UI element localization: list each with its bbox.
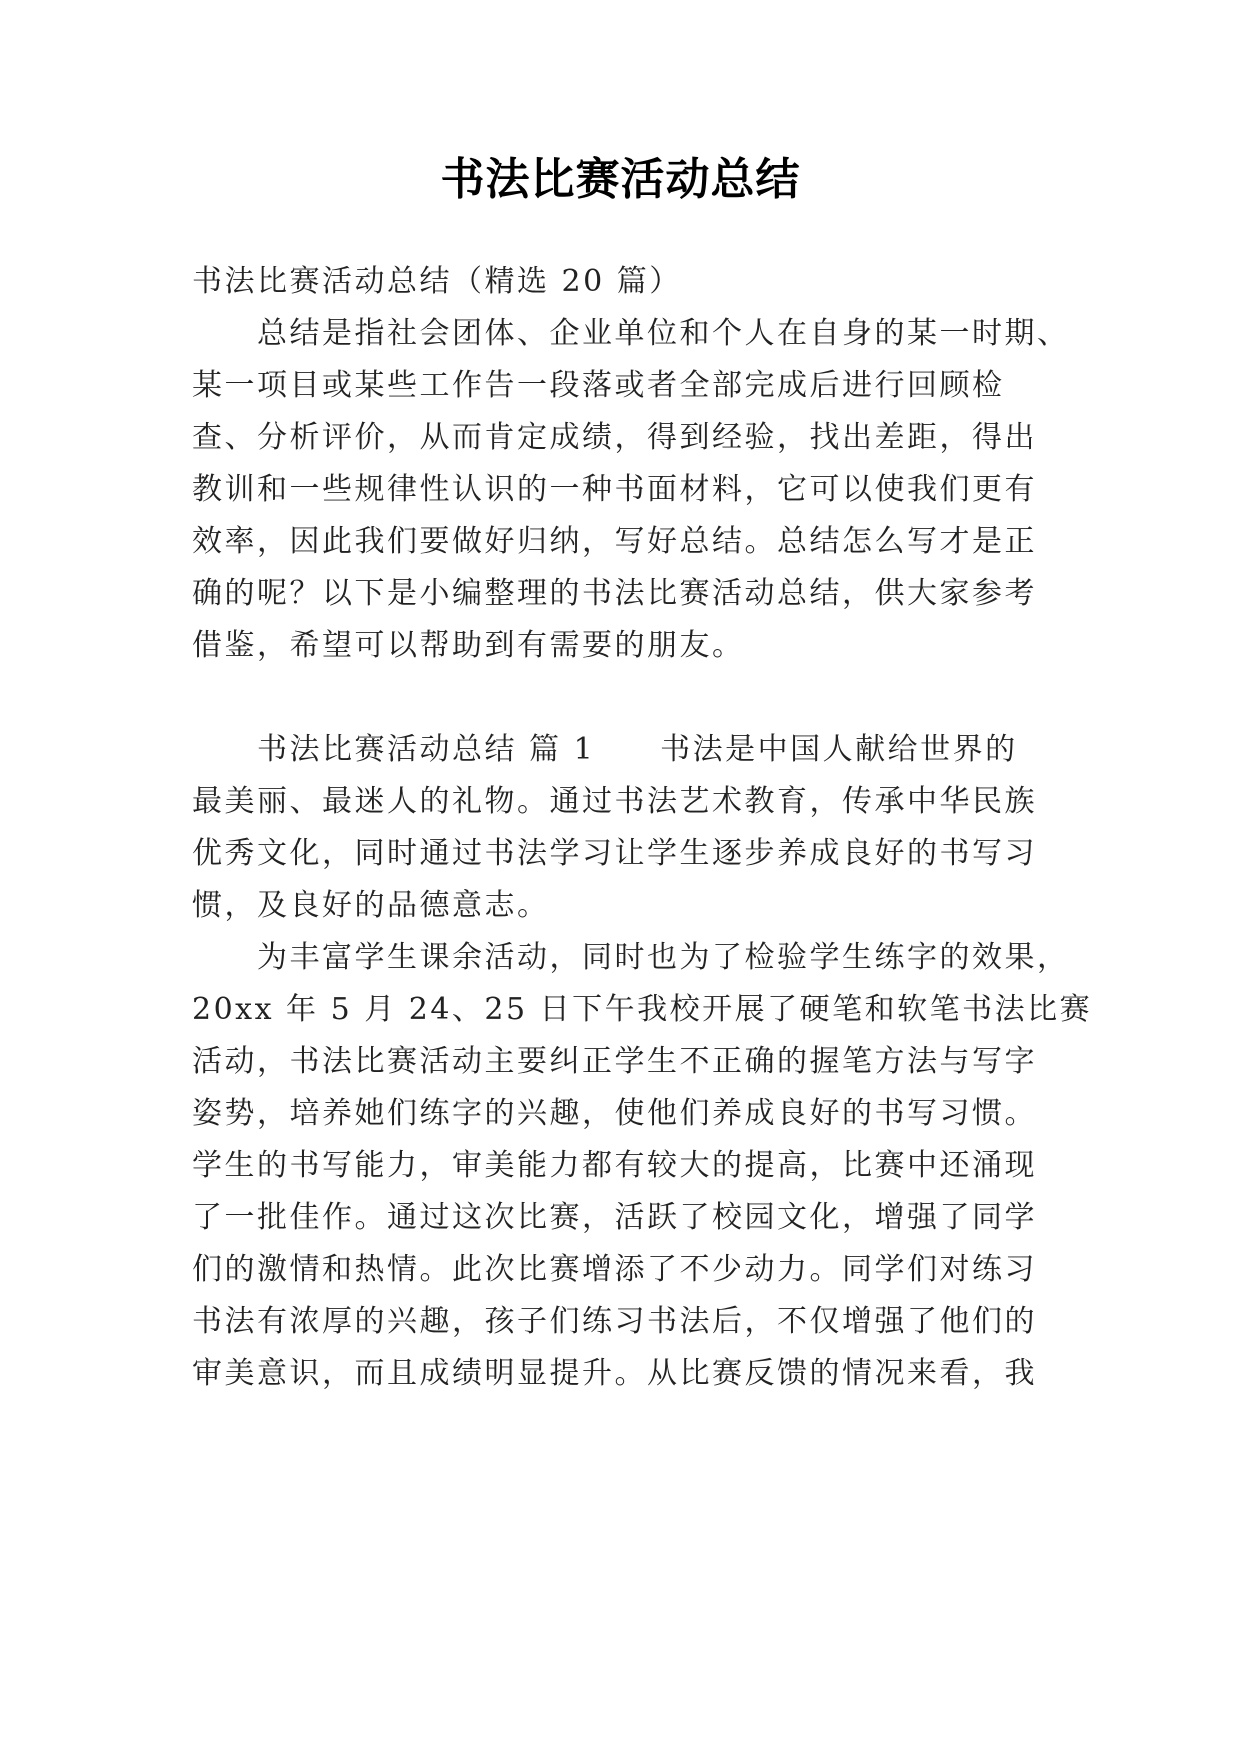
- paragraph-line: 书法有浓厚的兴趣，孩子们练习书法后，不仅增强了他们的: [192, 1304, 1037, 1339]
- paragraph-line: 确的呢？以下是小编整理的书法比赛活动总结，供大家参考: [192, 576, 1037, 611]
- paragraph-line: 20xx 年 5 月 24、25 日下午我校开展了硬笔和软笔书法比赛: [192, 992, 1093, 1027]
- paragraph-line: 为丰富学生课余活动，同时也为了检验学生练字的效果，: [192, 940, 1070, 975]
- paragraph-line: 们的激情和热情。此次比赛增添了不少动力。同学们对练习: [192, 1252, 1037, 1287]
- paragraph-line: 某一项目或某些工作告一段落或者全部完成后进行回顾检: [192, 368, 1005, 403]
- paragraph-line: 总结是指社会团体、企业单位和个人在自身的某一时期、: [192, 316, 1070, 351]
- section-heading-line: 书法比赛活动总结 篇 1 书法是中国人献给世界的: [192, 732, 1018, 767]
- document-title: 书法比赛活动总结: [440, 154, 801, 205]
- paragraph-line: 优秀文化，同时通过书法学习让学生逐步养成良好的书写习: [192, 836, 1037, 871]
- paragraph-line: 教训和一些规律性认识的一种书面材料，它可以使我们更有: [192, 472, 1037, 507]
- paragraph-line: 审美意识，而且成绩明显提升。从比赛反馈的情况来看，我: [192, 1356, 1037, 1391]
- paragraph-line: 学生的书写能力，审美能力都有较大的提高，比赛中还涌现: [192, 1148, 1037, 1183]
- paragraph-line: 效率，因此我们要做好归纳，写好总结。总结怎么写才是正: [192, 524, 1037, 559]
- paragraph-line: 最美丽、最迷人的礼物。通过书法艺术教育，传承中华民族: [192, 784, 1037, 819]
- subtitle-line: 书法比赛活动总结（精选 20 篇）: [192, 264, 682, 299]
- paragraph-line: 借鉴，希望可以帮助到有需要的朋友。: [192, 628, 745, 663]
- paragraph-line: 查、分析评价，从而肯定成绩，得到经验，找出差距，得出: [192, 420, 1037, 455]
- paragraph-line: 了一批佳作。通过这次比赛，活跃了校园文化，增强了同学: [192, 1200, 1037, 1235]
- paragraph-line: 惯，及良好的品德意志。: [192, 888, 550, 923]
- paragraph-line: 活动，书法比赛活动主要纠正学生不正确的握笔方法与写字: [192, 1044, 1037, 1079]
- paragraph-line: 姿势，培养她们练字的兴趣，使他们养成良好的书写习惯。: [192, 1096, 1037, 1131]
